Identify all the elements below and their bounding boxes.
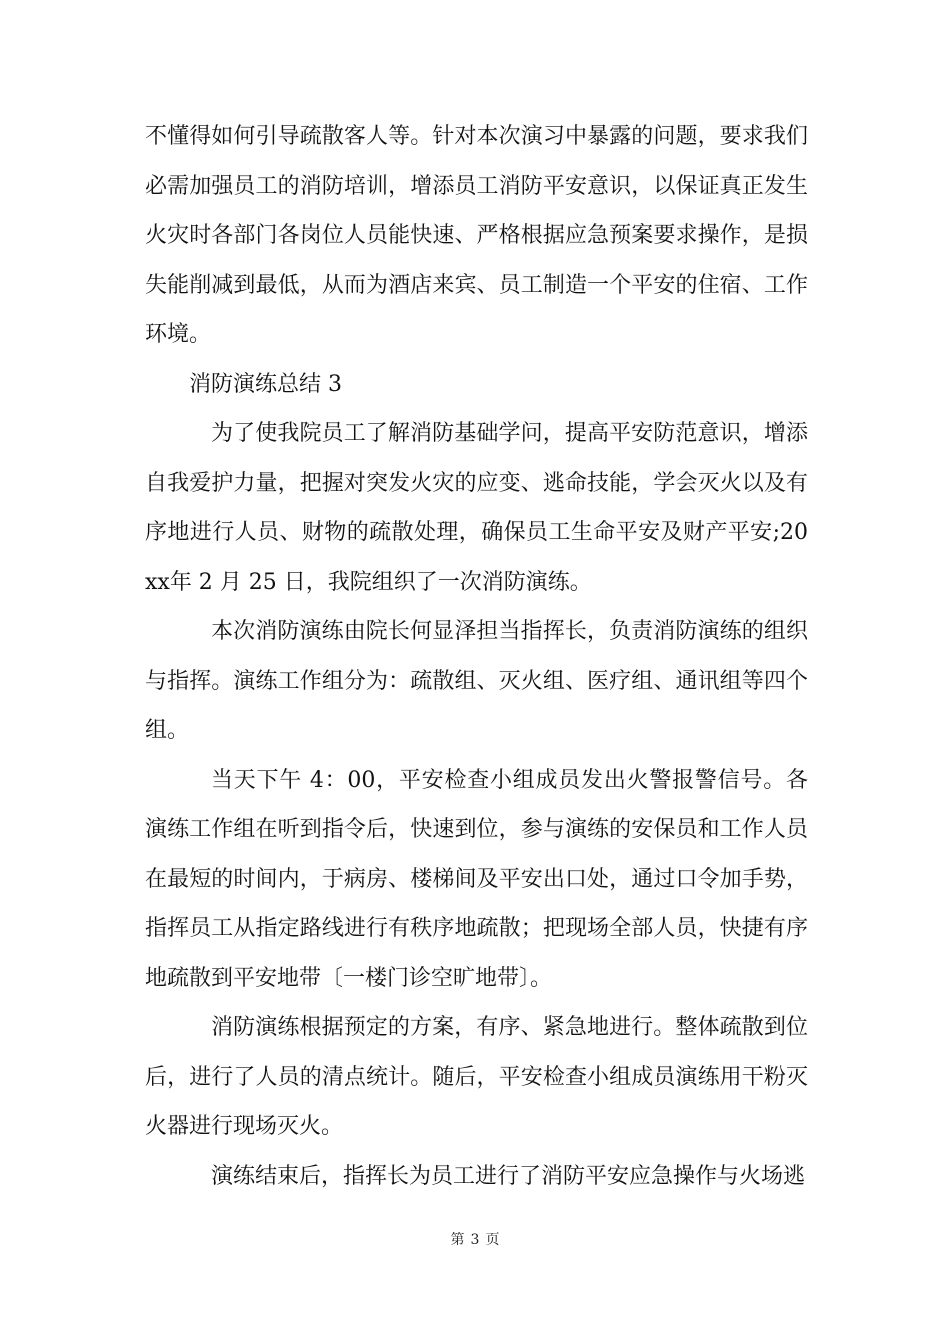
page-number: 3	[470, 1232, 480, 1248]
paragraph-evacuation: 消防演练根据预定的方案，有序、紧急地进行。整体疏散到位后，进行了人员的清点统计。随后，平安检查小组成员演练用干粉灭火器进行现场灭火。	[145, 1015, 808, 1139]
footer-suffix: 页	[485, 1232, 500, 1248]
page-footer	[0, 1230, 950, 1250]
paragraph-conclusion: 演练结束后，指挥长为员工进行了消防平安应急操作与火场逃	[211, 1163, 806, 1189]
paragraph-alarm: 当天下午 4：00，平安检查小组成员发出火警报警信号。各演练工作组在听到指令后，快速到位，参与演练的安保员和工作人员在最短的时间内，于病房、楼梯间及平安出口处，通过口令加手势，指挥员工从指定路线进行有秩序地疏散；把现场全部人员，快捷有序地疏散到平安地带〔一楼门诊空旷地带〕。	[145, 767, 808, 991]
footer-prefix: 第	[450, 1232, 465, 1248]
paragraph-organization: 本次消防演练由院长何显泽担当指挥长，负责消防演练的组织与指挥。演练工作组分为：疏散组、灭火组、医疗组、通讯组等四个组。	[145, 619, 808, 743]
document-body	[145, 112, 808, 1201]
paragraph-continuation: 不懂得如何引导疏散客人等。针对本次演习中暴露的问题，要求我们必需加强员工的消防培训，增添员工消防平安意识，以保证真正发生火灾时各部门各岗位人员能快速、严格根据应急预案要求操作，是损失能削减到最低，从而为酒店来宾、员工制造一个平安的住宿、工作环境。	[145, 124, 808, 347]
paragraph-intro: 为了使我院员工了解消防基础学问，提高平安防范意识，增添自我爱护力量，把握对突发火灾的应变、逃命技能，学会灭火以及有序地进行人员、财物的疏散处理，确保员工生命平安及财产平安;20xx年 2 月 25 日，我院组织了一次消防演练。	[145, 421, 808, 595]
section-heading: 消防演练总结 3	[189, 371, 342, 397]
